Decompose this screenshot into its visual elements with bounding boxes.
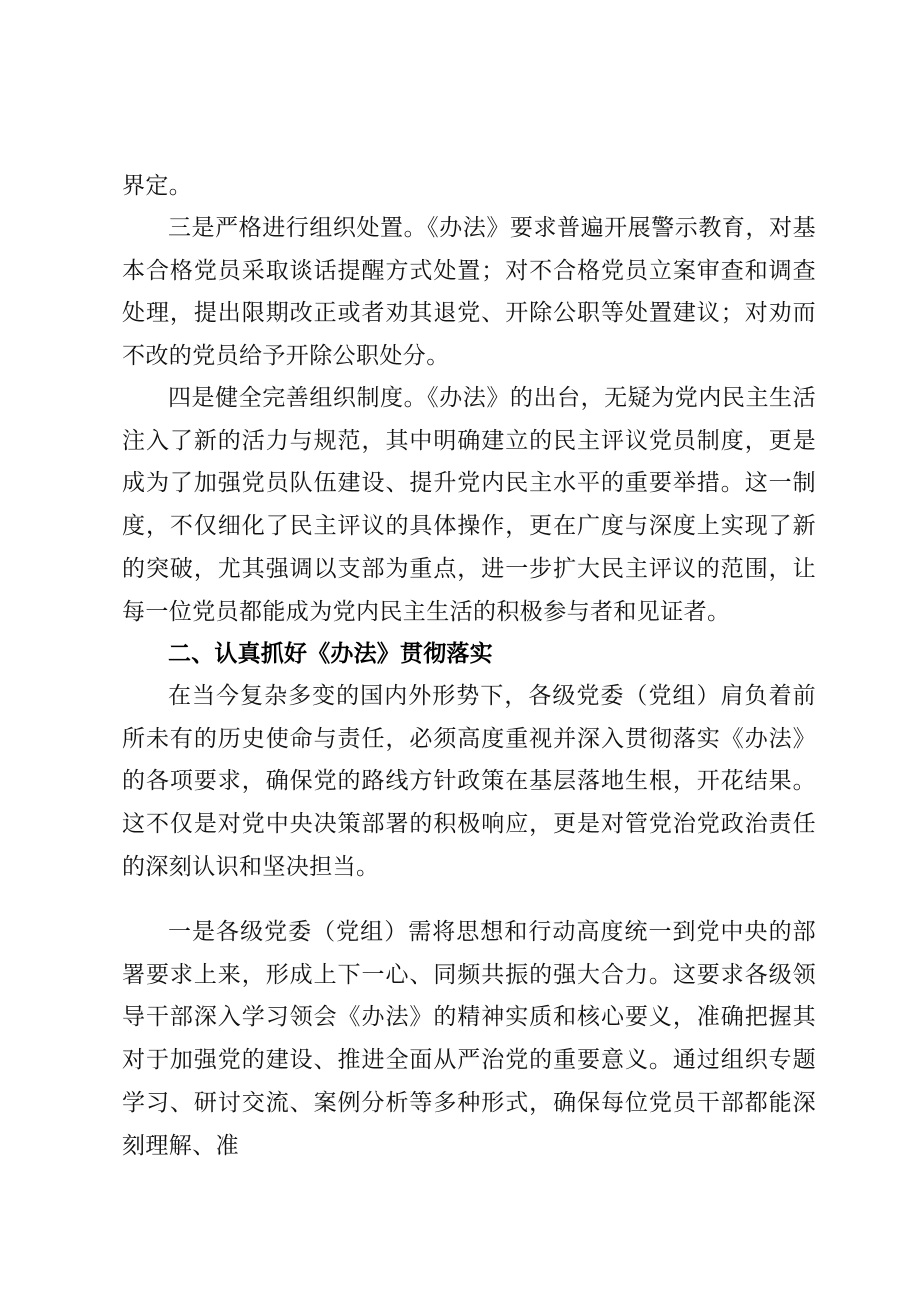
paragraph-continuation: 界定。	[122, 173, 193, 199]
paragraph-organizational-handling: 三是严格进行组织处置。《办法》要求普遍开展警示教育，对基本合格党员采取谈话提醒方式处置；对不合格党员立案审查和调查处理，提出限期改正或者劝其退党、开除公职等处置建议；对劝而不改的党员给予开除公职处分。	[122, 215, 816, 370]
section-heading: 二、认真抓好《办法》贯彻落实	[168, 641, 493, 667]
paragraph-implementation-intro: 在当今复杂多变的国内外形势下，各级党委（党组）肩负着前所未有的历史使命与责任，必须高度重视并深入贯彻落实《办法》的各项要求，确保党的路线方针政策在基层落地生根，开花结果。这不仅是对党中央决策部署的积极响应，更是对管党治党政治责任的深刻认识和坚决担当。	[122, 683, 816, 880]
paragraph-organizational-system: 四是健全完善组织制度。《办法》的出台，无疑为党内民主生活注入了新的活力与规范，其中明确建立的民主评议党员制度，更是成为了加强党员队伍建设、提升党内民主水平的重要举措。这一制度，不仅细化了民主评议的具体操作，更在广度与深度上实现了新的突破，尤其强调以支部为重点，进一步扩大民主评议的范围，让每一位党员都能成为党内民主生活的积极参与者和见证者。	[122, 385, 816, 625]
paragraph-party-committees: 一是各级党委（党组）需将思想和行动高度统一到党中央的部署要求上来，形成上下一心、同频共振的强大合力。这要求各级领导干部深入学习领会《办法》的精神实质和核心要义，准确把握其对于加强党的建设、推进全面从严治党的重要意义。通过组织专题学习、研讨交流、案例分析等多种形式，确保每位党员干部都能深刻理解、准	[122, 919, 816, 1159]
